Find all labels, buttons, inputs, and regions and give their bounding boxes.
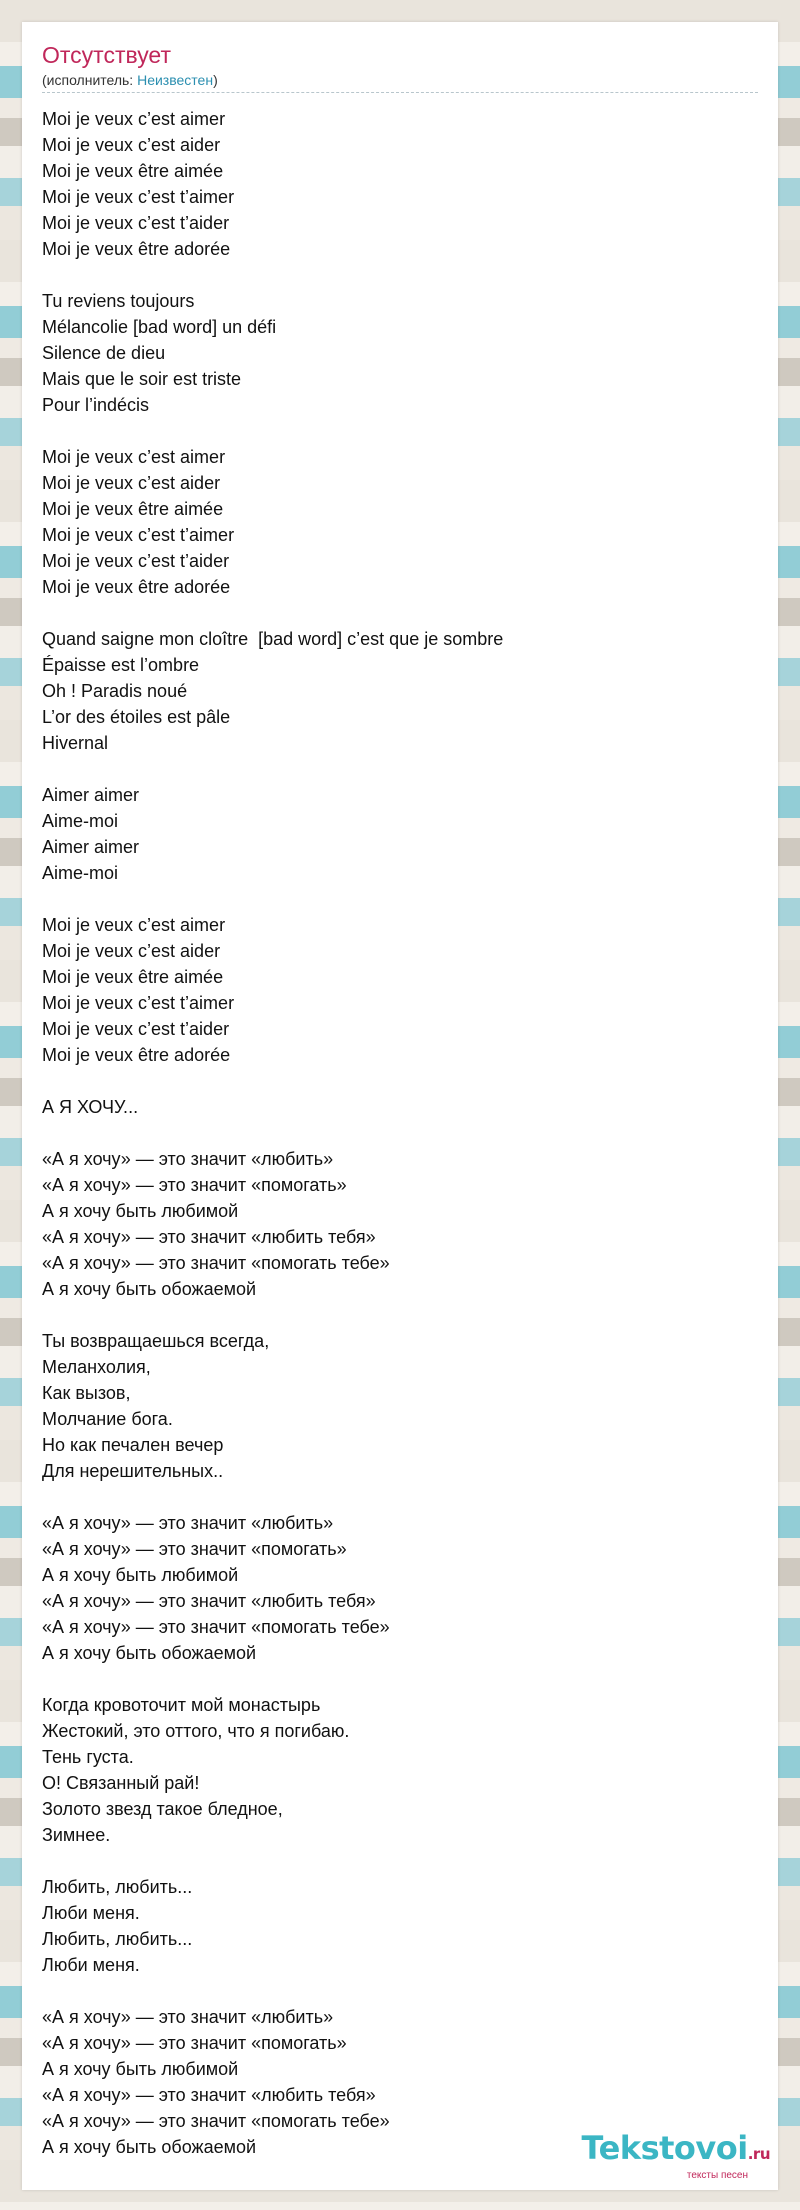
lyric-line (42, 262, 742, 288)
site-logo[interactable] (581, 2129, 770, 2182)
lyric-line: Тень густа. (42, 1747, 134, 1767)
lyric-line: Moi je veux c’est aimer (42, 447, 226, 467)
lyric-line (42, 1848, 742, 1874)
lyric-line: Moi je veux être adorée (42, 577, 231, 597)
lyric-line: «А я хочу» — это значит «любить тебя» (42, 2085, 376, 2105)
lyric-line: А я хочу быть любимой (42, 1565, 239, 1585)
title-divider (42, 92, 758, 93)
lyric-line (42, 1484, 742, 1510)
lyric-line: Aime-moi (42, 811, 119, 831)
lyric-line (42, 1666, 742, 1692)
lyric-line: А я хочу быть любимой (42, 1201, 239, 1221)
lyric-line: Меланхолия, (42, 1357, 151, 1377)
lyric-line: «А я хочу» — это значит «помогать» (42, 1539, 347, 1559)
lyric-line: Жестокий, это оттого, что я погибаю. (42, 1721, 350, 1741)
lyric-line: Когда кровоточит мой монастырь (42, 1695, 321, 1715)
logo-wordmark (581, 2129, 770, 2170)
lyric-line: Moi je veux c’est aimer (42, 109, 226, 129)
lyric-line: Как вызов, (42, 1383, 131, 1403)
lyric-line: «А я хочу» — это значит «помогать» (42, 1175, 347, 1195)
lyric-line: Hivernal (42, 733, 109, 753)
artist-suffix: ) (213, 72, 218, 88)
lyric-line: Quand saigne mon cloître [bad word] c’est que je sombre (42, 629, 504, 649)
lyric-line: А я хочу быть обожаемой (42, 2137, 257, 2157)
lyric-line: Для нерешительных.. (42, 1461, 224, 1481)
lyric-line: Moi je veux c’est aider (42, 135, 221, 155)
lyric-line: «А я хочу» — это значит «помогать тебе» (42, 2111, 390, 2131)
lyric-line: Любить, любить... (42, 1877, 193, 1897)
lyric-line (42, 1120, 742, 1146)
lyric-line: Oh ! Paradis noué (42, 681, 188, 701)
lyric-line: Mélancolie [bad word] un défi (42, 317, 277, 337)
lyric-line: «А я хочу» — это значит «помогать тебе» (42, 1253, 390, 1273)
lyric-line: Ты возвращаешься всегда, (42, 1331, 270, 1351)
artist-prefix: (исполнитель: (42, 72, 138, 88)
lyric-line: Moi je veux c’est aider (42, 473, 221, 493)
lyric-line (42, 600, 742, 626)
lyric-line: L’or des étoiles est pâle (42, 707, 231, 727)
lyrics-text (42, 106, 742, 2160)
lyrics-card (22, 22, 778, 2190)
lyric-line: А я хочу быть любимой (42, 2059, 239, 2079)
lyric-line (42, 1068, 742, 1094)
logo-tld: .ru (747, 2145, 770, 2163)
lyric-line: Золото звезд такое бледное, (42, 1799, 283, 1819)
lyric-line: Aimer aimer (42, 837, 140, 857)
lyric-line: Moi je veux c’est aider (42, 941, 221, 961)
lyric-line: Moi je veux être aimée (42, 967, 224, 987)
lyric-line: Люби меня. (42, 1955, 140, 1975)
lyric-line (42, 1302, 742, 1328)
lyric-line: Зимнее. (42, 1825, 111, 1845)
logo-tagline: тексты песен (686, 2170, 748, 2181)
lyric-line: Moi je veux c’est t’aimer (42, 993, 235, 1013)
lyric-line: «А я хочу» — это значит «любить» (42, 2007, 334, 2027)
lyric-line: «А я хочу» — это значит «любить» (42, 1513, 334, 1533)
song-title: Отсутствует (42, 42, 171, 68)
lyric-line: Épaisse est l’ombre (42, 655, 200, 675)
lyric-line (42, 418, 742, 444)
lyric-line: Moi je veux c’est t’aider (42, 551, 230, 571)
lyric-line: Moi je veux c’est t’aimer (42, 187, 235, 207)
lyric-line: Aimer aimer (42, 785, 140, 805)
lyric-line: Moi je veux c’est t’aimer (42, 525, 235, 545)
lyric-line: «А я хочу» — это значит «помогать тебе» (42, 1617, 390, 1637)
lyric-line (42, 1978, 742, 2004)
lyric-line: Aime-moi (42, 863, 119, 883)
lyric-line: Молчание бога. (42, 1409, 173, 1429)
lyric-line: О! Связанный рай! (42, 1773, 200, 1793)
lyric-line: Pour l’indécis (42, 395, 150, 415)
lyric-line: Mais que le soir est triste (42, 369, 242, 389)
lyric-line: А я хочу быть обожаемой (42, 1279, 257, 1299)
lyric-line: Moi je veux être adorée (42, 239, 231, 259)
logo-name: Tekstovoi (581, 2129, 748, 2167)
lyric-line: Tu reviens toujours (42, 291, 195, 311)
lyric-line: «А я хочу» — это значит «помогать» (42, 2033, 347, 2053)
lyric-line: Moi je veux être adorée (42, 1045, 231, 1065)
lyric-line: Moi je veux être aimée (42, 161, 224, 181)
lyric-line (42, 886, 742, 912)
lyric-line: «А я хочу» — это значит «любить тебя» (42, 1227, 376, 1247)
lyric-line: Moi je veux c’est t’aider (42, 1019, 230, 1039)
lyric-line: «А я хочу» — это значит «любить» (42, 1149, 334, 1169)
lyric-line: Moi je veux être aimée (42, 499, 224, 519)
song-artist-line (42, 72, 218, 88)
lyric-line: Но как печален вечер (42, 1435, 224, 1455)
lyric-line: Moi je veux c’est aimer (42, 915, 226, 935)
lyric-line: Moi je veux c’est t’aider (42, 213, 230, 233)
lyric-line (42, 756, 742, 782)
lyric-line: Люби меня. (42, 1903, 140, 1923)
lyric-line: Silence de dieu (42, 343, 166, 363)
artist-link[interactable]: Неизвестен (137, 72, 214, 88)
lyric-line: «А я хочу» — это значит «любить тебя» (42, 1591, 376, 1611)
lyric-line: А я хочу быть обожаемой (42, 1643, 257, 1663)
lyric-line: А Я ХОЧУ... (42, 1097, 139, 1117)
lyric-line: Любить, любить... (42, 1929, 193, 1949)
